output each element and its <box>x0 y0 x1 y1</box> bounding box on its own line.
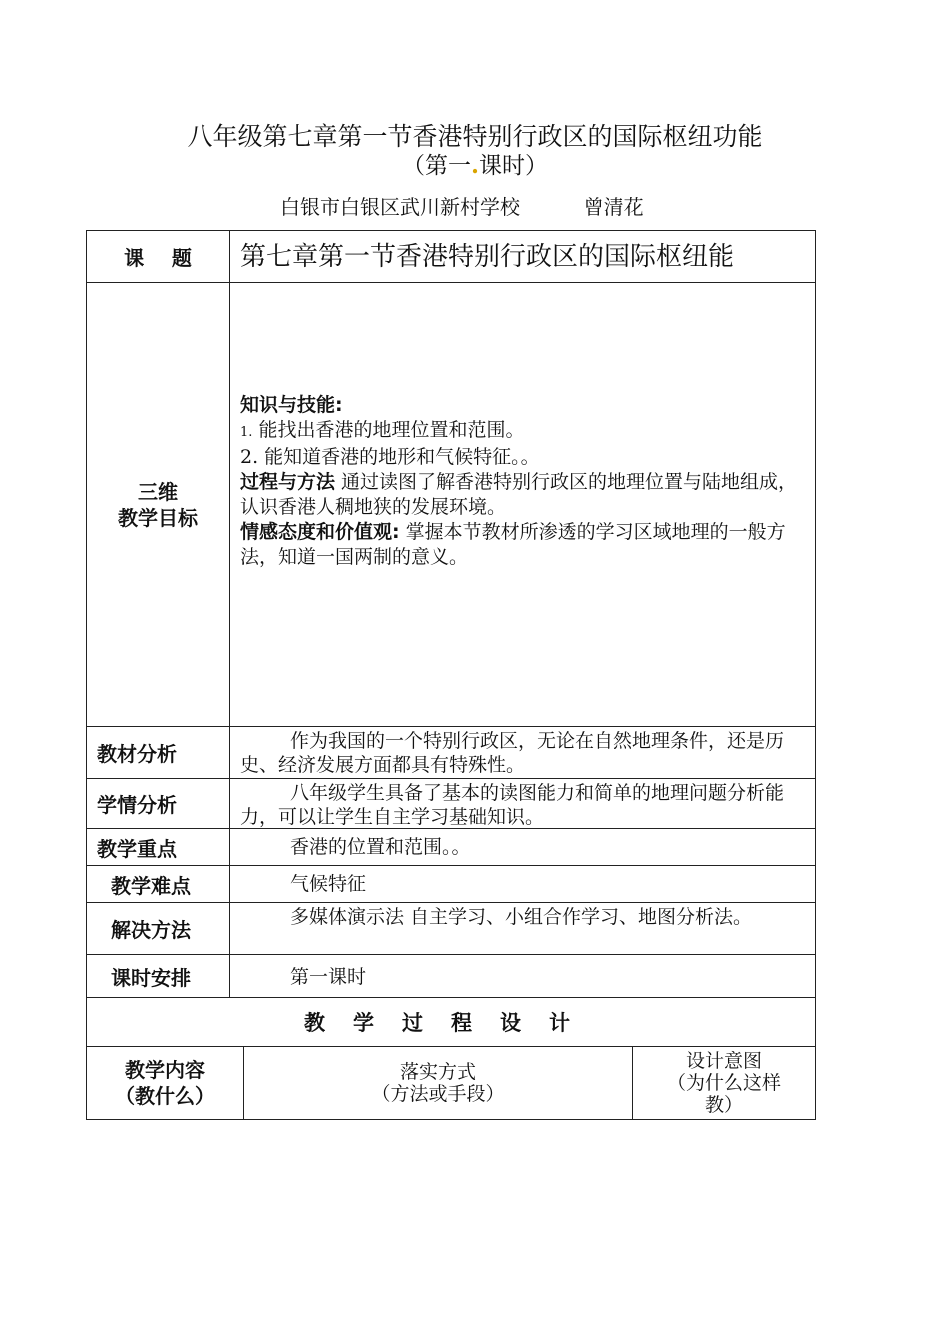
document-subtitle <box>0 152 950 180</box>
column-header-intent-line-1: 设计意图 <box>685 1050 762 1072</box>
column-header-method-line-2: （方法或手段） <box>371 1083 505 1105</box>
skill-item-1-text: 能找出香港的地理位置和范围。 <box>252 419 525 441</box>
row-value-key-point: 香港的位置和范围。。 <box>229 828 816 866</box>
column-header-method-line-1: 落实方式 <box>399 1061 476 1083</box>
process-goal <box>240 470 807 520</box>
lesson-plan-table <box>86 230 816 1120</box>
row-label-textbook-analysis: 教材分析 <box>86 726 230 779</box>
row-value-textbook-analysis: 作为我国的一个特别行政区，无论在自然地理条件，还是历史、经济发展方面都具有特殊性。 <box>229 726 816 779</box>
row-value-difficult-point: 气候特征 <box>229 865 816 903</box>
process-design-title: 教学过程设计 <box>86 997 816 1047</box>
column-header-intent-line-2: （为什么这样 <box>666 1072 781 1094</box>
column-header-content-line-1: 教学内容 <box>125 1058 205 1082</box>
attitude-heading: 情感态度和价值观: <box>240 521 400 543</box>
subtitle-open: （第一 <box>401 153 471 179</box>
skill-item-2: 2. 能知道香港的地形和气候特征。。 <box>240 446 540 468</box>
subtitle-close: 课时） <box>479 153 548 179</box>
row-label-key-point: 教学重点 <box>86 828 230 866</box>
topic-label: 课 题 <box>86 230 230 283</box>
subtitle-dot: . <box>470 152 479 179</box>
topic-value: 第七章第一节香港特别行政区的国际枢纽能 <box>229 230 816 283</box>
skill-heading: 知识与技能: <box>240 394 343 416</box>
column-header-content <box>86 1046 244 1120</box>
attitude-text: 掌握本节教材所渗透的学习区域地理的一般方法，知道一国两制的意义。 <box>240 521 786 568</box>
skill-item-1-number: 1. <box>240 425 253 440</box>
attitude-goal <box>240 520 807 570</box>
row-label-student-analysis: 学情分析 <box>86 778 230 829</box>
row-value-student-analysis: 八年级学生具备了基本的读图能力和简单的地理问题分析能力，可以让学生自主学习基础知识。 <box>229 778 816 829</box>
row-label-schedule: 课时安排 <box>86 954 230 998</box>
document-title: 八年级第七章第一节香港特别行政区的国际枢纽功能 <box>187 122 763 151</box>
column-header-intent <box>632 1046 816 1120</box>
goals-label-line-1: 三维 <box>138 479 178 504</box>
row-value-schedule: 第一课时 <box>229 954 816 998</box>
column-header-content-line-2: （教什么） <box>115 1084 215 1108</box>
process-heading: 过程与方法 <box>240 471 336 493</box>
row-label-difficult-point: 教学难点 <box>86 865 230 903</box>
goals-label-line-2: 教学目标 <box>118 505 198 530</box>
skill-item-1 <box>240 418 807 445</box>
column-header-intent-line-3: 教） <box>704 1094 743 1116</box>
author-line: 白银市白银区武川新村学校 曾清花 <box>280 195 644 219</box>
goals-label <box>86 282 230 727</box>
goals-content <box>229 282 816 727</box>
column-header-method <box>243 1046 633 1120</box>
row-label-solution-method: 解决方法 <box>86 902 230 955</box>
process-text: 通过读图了解香港特别行政区的地理位置与陆地组成，认识香港人稠地狭的发展环境。 <box>240 471 798 518</box>
row-value-solution-method: 多媒体演示法 自主学习、小组合作学习、地图分析法。 <box>229 902 816 955</box>
